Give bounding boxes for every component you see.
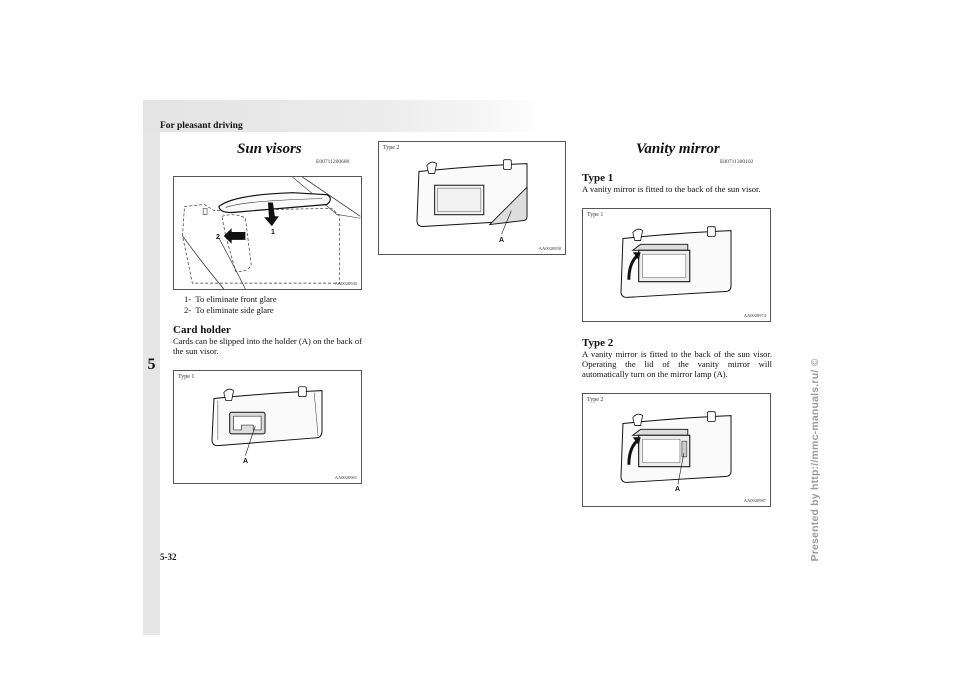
callout-1: 1: [271, 229, 275, 236]
figure-vanity-mirror-type2: [582, 393, 771, 507]
subsection-title-type1: Type 1: [582, 172, 614, 184]
figure-label: Type 2: [587, 397, 604, 403]
section-code-sun-visors: E00711200680: [316, 159, 350, 165]
legend-text: To eliminate side glare: [195, 305, 274, 315]
figure-code: AA0020945: [334, 281, 357, 286]
figure-vanity-mirror-type1: [582, 208, 771, 322]
watermark: [806, 250, 824, 670]
figure-card-holder-type2: [378, 141, 566, 255]
subsection-title-type2: Type 2: [582, 337, 614, 349]
figure-card-holder-type1: [173, 370, 362, 484]
chapter-number: 5: [147, 356, 156, 373]
legend-text: To eliminate front glare: [195, 294, 277, 304]
card-holder-type1-illustration: [174, 371, 361, 483]
vanity-type1-text: A vanity mirror is fitted to the back of the sun visor.: [582, 184, 761, 194]
legend-item-2: [184, 305, 274, 315]
figure-code: AA0020987: [743, 498, 766, 503]
callout-a: A: [675, 486, 681, 493]
legend-num: 2-: [184, 305, 192, 315]
card-holder-type2-illustration: [379, 142, 565, 254]
section-title-vanity-mirror: Vanity mirror: [636, 141, 720, 157]
sun-visor-illustration: [174, 177, 361, 289]
subsection-title-card-holder: Card holder: [173, 324, 231, 336]
figure-label: Type 1: [587, 212, 604, 218]
figure-code: AA0020961: [334, 475, 357, 480]
callout-a: A: [499, 237, 505, 244]
header-title: For pleasant driving: [160, 121, 243, 131]
figure-code: AA0020974: [743, 313, 766, 318]
vanity-type2-text: A vanity mirror is fitted to the back of the sun visor. Operating the lid of the vanity mirror will automatically turn on the mirror lamp (A).: [582, 349, 772, 380]
page-number: 5-32: [160, 552, 177, 562]
chapter-tab: [143, 131, 160, 635]
figure-label: Type 1: [178, 374, 195, 380]
section-code-vanity-mirror: E00711300102: [720, 159, 754, 165]
callout-a: A: [243, 458, 249, 465]
watermark-text: Presented by http://mmc-manuals.ru/ ©: [809, 358, 821, 562]
callout-2: 2: [216, 234, 220, 241]
card-holder-text: Cards can be slipped into the holder (A) on the back of the sun visor.: [173, 336, 362, 357]
vanity-type1-illustration: [583, 209, 770, 321]
legend-num: 1-: [184, 294, 192, 304]
figure-sun-visor-positions: [173, 176, 362, 290]
figure-code: AA0020958: [538, 246, 561, 251]
figure-label: Type 2: [383, 145, 400, 151]
legend-item-1: [184, 294, 277, 304]
section-title-sun-visors: Sun visors: [237, 141, 302, 157]
